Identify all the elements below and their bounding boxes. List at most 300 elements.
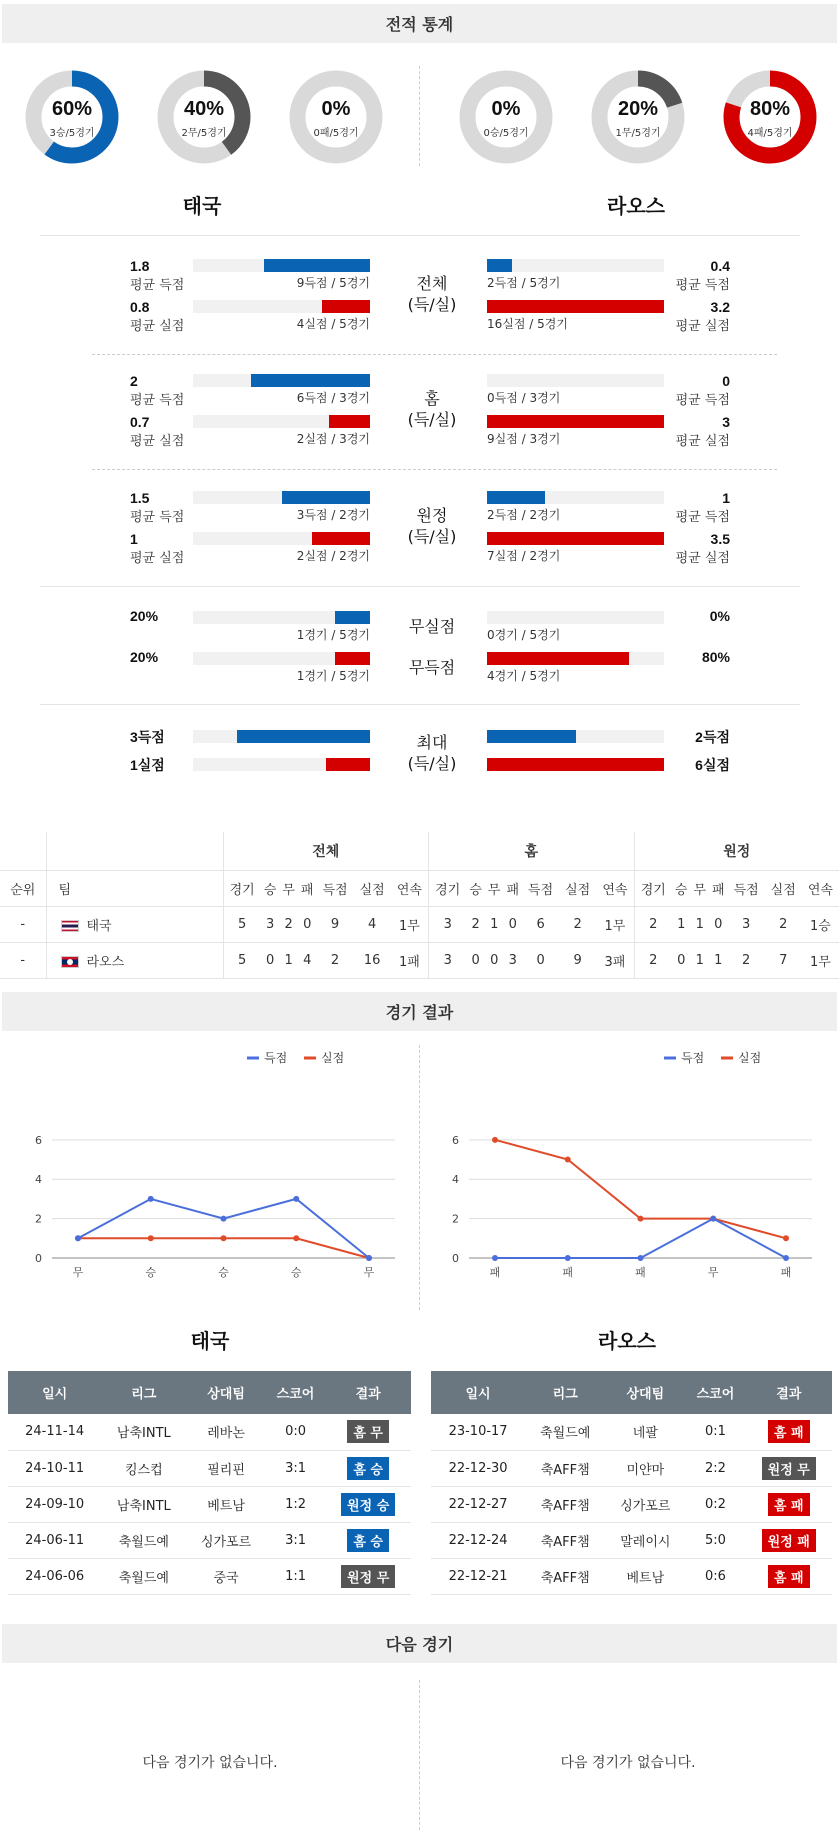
team-cell — [46, 906, 223, 942]
series-point-0 — [783, 1255, 789, 1261]
results-row — [8, 1522, 411, 1558]
stat-right-caption: 0득점 / 3경기 — [487, 391, 561, 405]
results-col-2: 상대팀 — [186, 1371, 265, 1414]
series-point-0 — [221, 1216, 227, 1222]
col-rank: 순위 — [0, 870, 46, 906]
donut-caption: 2무/5경기 — [181, 128, 227, 139]
stat-cell: 1무 — [596, 906, 634, 942]
series-point-0 — [366, 1255, 372, 1261]
series-point-1 — [565, 1157, 571, 1163]
team-name-right: 라오스 — [607, 194, 665, 218]
stat-cell: 2 — [559, 906, 596, 942]
results-col-3: 스코어 — [266, 1371, 326, 1414]
stat-right-caption: 9실점 / 3경기 — [487, 432, 561, 446]
max-right-bar — [487, 758, 664, 771]
stat-left-label: 평균 득점 — [130, 393, 185, 408]
stat-right-value: 0 — [722, 373, 730, 389]
stat-right-bar-fill — [487, 532, 664, 545]
clean-right-bar-fill — [487, 652, 629, 665]
stats-header: 전적 통계 — [2, 4, 837, 43]
col-6: 연속 — [391, 870, 429, 906]
stat-cell: 2 — [634, 942, 672, 978]
max-left-bar-fill — [326, 758, 370, 771]
stat-left-value: 0.7 — [130, 414, 150, 430]
stat-left-bar — [193, 374, 370, 387]
standings-row — [0, 906, 839, 942]
result-outcome — [325, 1558, 411, 1594]
stat-right-bar — [487, 300, 664, 313]
series-point-0 — [293, 1196, 299, 1202]
results-row — [431, 1558, 832, 1594]
results-table-right — [431, 1371, 832, 1595]
clean-right-value: 80% — [701, 649, 730, 665]
max-right-bar — [487, 730, 664, 743]
max-left-value: 1실점 — [130, 757, 165, 773]
result-date: 24-09-10 — [8, 1486, 101, 1522]
col-1: 승 — [466, 870, 485, 906]
stat-group-sub: (득/실) — [407, 410, 457, 429]
donut-caption: 4패/5경기 — [747, 128, 793, 139]
x-tick-label: 패 — [635, 1266, 646, 1279]
stat-cell: 1 — [690, 942, 709, 978]
stat-left-value: 1.5 — [130, 490, 150, 506]
donut-caption: 1무/5경기 — [615, 128, 661, 139]
stat-left-bar-fill — [312, 532, 370, 545]
stat-cell: 3 — [728, 906, 765, 942]
col-4: 득점 — [316, 870, 353, 906]
result-badge: 홈 승 — [347, 1529, 389, 1552]
y-tick-label: 2 — [452, 1212, 459, 1226]
stat-right-bar-fill — [487, 300, 664, 313]
stats-divider — [419, 66, 420, 166]
result-outcome — [746, 1450, 833, 1486]
stat-left-bar — [193, 415, 370, 428]
stat-right-value: 1 — [722, 490, 730, 506]
x-tick-label: 패 — [780, 1266, 792, 1279]
stat-cell: 9 — [316, 906, 353, 942]
stat-group-title: 원정 — [416, 506, 448, 525]
results-row — [8, 1414, 411, 1450]
standings-group-away: 원정 — [634, 832, 839, 870]
result-league: 축월드예 — [525, 1414, 605, 1450]
stat-cell: 1 — [485, 906, 504, 942]
stat-separator — [40, 704, 800, 705]
clean-left-caption: 1경기 / 5경기 — [296, 628, 370, 642]
max-right-bar-fill — [487, 730, 576, 743]
results-team-right: 라오스 — [598, 1329, 656, 1353]
clean-left-caption: 1경기 / 5경기 — [296, 669, 370, 683]
stat-separator — [92, 354, 777, 355]
stat-right-bar — [487, 532, 664, 545]
result-date: 22-12-30 — [431, 1450, 525, 1486]
result-badge: 홈 패 — [768, 1493, 810, 1516]
series-point-1 — [638, 1216, 644, 1222]
stat-cell: 3패 — [596, 942, 634, 978]
thailand-flag-icon — [61, 920, 79, 932]
result-badge: 홈 패 — [768, 1565, 810, 1588]
standings-group-all: 전체 — [223, 832, 429, 870]
result-badge: 원정 패 — [762, 1529, 816, 1552]
x-tick-label: 승 — [218, 1266, 229, 1279]
y-tick-label: 6 — [35, 1133, 42, 1147]
stat-cell: 3 — [429, 906, 467, 942]
stat-right-label: 평균 득점 — [675, 510, 730, 525]
rank-cell: - — [0, 906, 46, 942]
max-sub: (득/실) — [407, 754, 457, 773]
stat-cell: 1 — [690, 906, 709, 942]
result-outcome — [746, 1522, 833, 1558]
stat-left-label: 평균 실점 — [130, 319, 185, 334]
max-label — [392, 732, 472, 774]
result-date: 22-12-24 — [431, 1522, 525, 1558]
team-name[interactable]: 라오스 — [86, 954, 125, 970]
results-row — [8, 1558, 411, 1594]
stat-right-caption: 7실점 / 2경기 — [487, 549, 561, 563]
team-name[interactable]: 태국 — [86, 918, 112, 934]
clean-left-bar — [193, 611, 370, 624]
results-team-left: 태국 — [190, 1329, 230, 1353]
col-2: 무 — [279, 870, 298, 906]
results-col-0: 일시 — [8, 1371, 101, 1414]
series-point-1 — [492, 1137, 498, 1143]
stat-left-value: 1 — [130, 531, 138, 547]
stat-group-sub: (득/실) — [407, 527, 457, 546]
col-6: 연속 — [596, 870, 634, 906]
donut-percent: 40% — [183, 98, 225, 120]
col-5: 실점 — [765, 870, 802, 906]
result-league: 축AFF챔 — [525, 1522, 605, 1558]
x-tick-label: 패 — [562, 1266, 574, 1279]
stat-left-bar — [193, 491, 370, 504]
stat-right-value: 3 — [722, 414, 730, 430]
legend-label: 실점 — [738, 1051, 762, 1065]
stat-left-caption: 6득점 / 3경기 — [296, 391, 370, 405]
stat-cell: 1승 — [802, 906, 839, 942]
result-score: 1:1 — [266, 1558, 326, 1594]
col-5: 실점 — [559, 870, 596, 906]
series-point-0 — [565, 1255, 571, 1261]
results-header-row — [8, 1371, 411, 1414]
standings-row — [0, 942, 839, 978]
col-5: 실점 — [354, 870, 391, 906]
col-4: 득점 — [522, 870, 559, 906]
stat-right-value: 3.5 — [710, 531, 730, 547]
results-col-4: 결과 — [746, 1371, 833, 1414]
result-outcome — [746, 1486, 833, 1522]
col-1: 승 — [672, 870, 691, 906]
stat-cell: 1무 — [391, 906, 429, 942]
stat-left-caption: 2실점 / 3경기 — [296, 432, 370, 446]
result-date: 22-12-21 — [431, 1558, 525, 1594]
laos-flag-circle — [67, 959, 73, 965]
stat-cell: 3 — [261, 906, 280, 942]
stat-cell: 5 — [223, 942, 261, 978]
series-line-1 — [495, 1140, 786, 1238]
results-col-1: 리그 — [101, 1371, 186, 1414]
col-3: 패 — [503, 870, 522, 906]
donut-percent: 80% — [749, 98, 791, 120]
x-tick-label: 승 — [290, 1266, 302, 1279]
chart-left — [30, 1050, 410, 1310]
stat-left-label: 평균 득점 — [130, 278, 185, 293]
result-score: 0:6 — [685, 1558, 745, 1594]
result-date: 22-12-27 — [431, 1486, 525, 1522]
stat-right-value: 0.4 — [710, 258, 730, 274]
donut-caption: 3승/5경기 — [49, 128, 95, 139]
result-league: 축AFF챔 — [525, 1450, 605, 1486]
stat-left-value: 0.8 — [130, 299, 150, 315]
result-outcome — [325, 1414, 411, 1450]
stat-group-label — [392, 388, 472, 430]
y-tick-label: 2 — [35, 1212, 42, 1226]
result-opponent: 베트남 — [605, 1558, 685, 1594]
max-right-bar-fill — [487, 758, 664, 771]
result-date: 24-06-11 — [8, 1522, 101, 1558]
x-tick-label: 무 — [72, 1266, 84, 1279]
stat-group-label — [392, 273, 472, 315]
stat-right-bar — [487, 415, 664, 428]
stat-left-caption: 3득점 / 2경기 — [296, 508, 370, 522]
chart-right — [447, 1050, 827, 1310]
stat-left-bar — [193, 259, 370, 272]
standings-column-row — [0, 870, 839, 906]
max-left-bar-fill — [237, 730, 370, 743]
col-2: 무 — [485, 870, 504, 906]
results-row — [431, 1522, 832, 1558]
col-team: 팀 — [46, 870, 223, 906]
stat-cell: 16 — [354, 942, 391, 978]
result-score: 0:2 — [685, 1486, 745, 1522]
team-cell — [46, 942, 223, 978]
col-0: 경기 — [634, 870, 672, 906]
stat-right-label: 평균 실점 — [675, 551, 730, 566]
result-opponent: 말레이시 — [605, 1522, 685, 1558]
stat-right-label: 평균 득점 — [675, 278, 730, 293]
stat-left-bar-fill — [264, 259, 370, 272]
y-tick-label: 6 — [452, 1133, 459, 1147]
stat-right-bar — [487, 259, 664, 272]
stat-left-value: 1.8 — [130, 258, 150, 274]
stat-cell: 2 — [316, 942, 353, 978]
stat-cell: 3 — [503, 942, 522, 978]
stat-separator — [40, 235, 800, 236]
result-league: 축월드예 — [101, 1522, 186, 1558]
max-right-value: 6실점 — [695, 757, 730, 773]
stat-left-bar-fill — [322, 300, 370, 313]
donut-1 — [157, 70, 251, 164]
stat-right-bar-fill — [487, 491, 545, 504]
donut-5 — [723, 70, 817, 164]
result-badge: 홈 패 — [768, 1420, 810, 1443]
y-tick-label: 0 — [35, 1252, 42, 1265]
x-tick-label: 패 — [489, 1266, 501, 1279]
chart-legend — [247, 1050, 344, 1065]
results-row — [431, 1414, 832, 1450]
series-point-0 — [492, 1255, 498, 1261]
donut-caption: 0승/5경기 — [483, 128, 529, 139]
result-opponent: 필리핀 — [186, 1450, 265, 1486]
x-tick-label: 승 — [145, 1266, 157, 1279]
donut-4 — [591, 70, 685, 164]
result-opponent: 중국 — [186, 1558, 265, 1594]
result-date: 24-06-06 — [8, 1558, 101, 1594]
result-score: 3:1 — [266, 1522, 326, 1558]
result-outcome — [325, 1486, 411, 1522]
result-league: 축월드예 — [101, 1558, 186, 1594]
max-right-value: 2득점 — [695, 729, 730, 745]
series-point-0 — [75, 1235, 81, 1241]
col-3: 패 — [298, 870, 317, 906]
y-tick-label: 0 — [452, 1252, 459, 1265]
clean-label: 무실점 — [408, 617, 456, 636]
x-tick-label: 무 — [363, 1266, 375, 1279]
result-opponent: 베트남 — [186, 1486, 265, 1522]
stat-cell: 0 — [709, 906, 728, 942]
next-divider — [419, 1680, 420, 1830]
stat-cell: 2 — [728, 942, 765, 978]
result-outcome — [746, 1558, 833, 1594]
results-col-1: 리그 — [525, 1371, 605, 1414]
result-league: 킹스컵 — [101, 1450, 186, 1486]
results-row — [8, 1450, 411, 1486]
result-opponent: 싱가포르 — [186, 1522, 265, 1558]
max-title: 최대 — [416, 733, 448, 752]
legend-label: 득점 — [264, 1051, 288, 1065]
stat-left-bar-fill — [251, 374, 370, 387]
stat-right-value: 3.2 — [710, 299, 730, 315]
stat-right-caption: 16실점 / 5경기 — [487, 317, 568, 331]
result-score: 0:0 — [266, 1414, 326, 1450]
stat-right-label: 평균 득점 — [675, 393, 730, 408]
stat-left-bar-fill — [329, 415, 370, 428]
result-date: 23-10-17 — [431, 1414, 525, 1450]
stat-separator — [40, 586, 800, 587]
results-header: 경기 결과 — [2, 992, 837, 1031]
stat-cell: 0 — [298, 906, 317, 942]
donut-0 — [25, 70, 119, 164]
y-tick-label: 4 — [35, 1173, 42, 1187]
donut-3 — [459, 70, 553, 164]
next-empty-right: 다음 경기가 없습니다. — [560, 1755, 696, 1771]
donut-percent: 60% — [51, 98, 93, 120]
results-divider — [419, 1045, 420, 1310]
col-6: 연속 — [802, 870, 839, 906]
result-league: 남축INTL — [101, 1414, 186, 1450]
result-score: 0:1 — [685, 1414, 745, 1450]
standings-group-home: 홈 — [429, 832, 635, 870]
stat-left-bar-fill — [282, 491, 371, 504]
results-col-0: 일시 — [431, 1371, 525, 1414]
y-tick-label: 4 — [452, 1173, 459, 1187]
series-line-0 — [78, 1199, 369, 1258]
series-point-1 — [293, 1235, 299, 1241]
result-opponent: 레바논 — [186, 1414, 265, 1450]
legend-label: 실점 — [321, 1051, 345, 1065]
laos-flag-icon — [61, 956, 79, 968]
series-line-0 — [495, 1219, 786, 1258]
result-outcome — [746, 1414, 833, 1450]
stat-cell: 6 — [522, 906, 559, 942]
results-row — [431, 1486, 832, 1522]
clean-left-value: 20% — [130, 608, 159, 624]
stat-cell: 2 — [466, 906, 485, 942]
stat-cell: 1 — [709, 942, 728, 978]
series-point-1 — [783, 1235, 789, 1241]
stat-cell: 4 — [354, 906, 391, 942]
col-4: 득점 — [728, 870, 765, 906]
rank-cell: - — [0, 942, 46, 978]
clean-left-bar-fill — [335, 652, 370, 665]
series-point-1 — [221, 1235, 227, 1241]
results-row — [8, 1486, 411, 1522]
next-empty-left: 다음 경기가 없습니다. — [142, 1755, 278, 1771]
series-point-0 — [710, 1216, 716, 1222]
chart-legend — [664, 1050, 761, 1065]
series-point-0 — [638, 1255, 644, 1261]
stat-cell: 1패 — [391, 942, 429, 978]
stat-right-bar-fill — [487, 415, 664, 428]
result-badge: 원정 무 — [341, 1565, 395, 1588]
stat-left-caption: 4실점 / 5경기 — [296, 317, 370, 331]
max-left-value: 3득점 — [130, 729, 165, 745]
stat-right-bar — [487, 374, 664, 387]
stat-left-value: 2 — [130, 373, 138, 389]
stat-cell: 7 — [765, 942, 802, 978]
clean-right-bar — [487, 652, 664, 665]
standings-group-row — [0, 832, 839, 870]
result-opponent: 네팔 — [605, 1414, 685, 1450]
stat-cell: 2 — [634, 906, 672, 942]
results-row — [431, 1450, 832, 1486]
stat-left-label: 평균 실점 — [130, 434, 185, 449]
max-left-bar — [193, 758, 370, 771]
stat-left-caption: 2실점 / 2경기 — [296, 549, 370, 563]
stat-cell: 0 — [503, 906, 522, 942]
result-badge: 원정 무 — [762, 1457, 816, 1480]
stat-left-bar — [193, 532, 370, 545]
results-col-4: 결과 — [325, 1371, 411, 1414]
result-score: 5:0 — [685, 1522, 745, 1558]
col-0: 경기 — [429, 870, 467, 906]
result-score: 1:2 — [266, 1486, 326, 1522]
col-2: 무 — [690, 870, 709, 906]
donut-percent: 0% — [491, 98, 521, 120]
clean-left-bar — [193, 652, 370, 665]
next-header: 다음 경기 — [2, 1624, 837, 1663]
clean-right-bar — [487, 611, 664, 624]
stat-right-label: 평균 실점 — [675, 434, 730, 449]
stat-cell: 0 — [466, 942, 485, 978]
donut-percent: 20% — [617, 98, 659, 120]
stat-right-label: 평균 실점 — [675, 319, 730, 334]
team-name-left: 태국 — [182, 194, 222, 218]
stat-cell: 9 — [559, 942, 596, 978]
col-1: 승 — [261, 870, 280, 906]
stat-cell: 1 — [672, 906, 691, 942]
stat-cell: 2 — [279, 906, 298, 942]
stat-right-caption: 2득점 / 5경기 — [487, 276, 561, 290]
stat-cell: 3 — [429, 942, 467, 978]
col-3: 패 — [709, 870, 728, 906]
legend-label: 득점 — [681, 1051, 705, 1065]
results-col-3: 스코어 — [685, 1371, 745, 1414]
result-badge: 홈 무 — [347, 1420, 389, 1443]
clean-right-caption: 4경기 / 5경기 — [487, 669, 561, 683]
stat-cell: 0 — [522, 942, 559, 978]
stat-cell: 1무 — [802, 942, 839, 978]
result-outcome — [325, 1450, 411, 1486]
stat-left-label: 평균 실점 — [130, 551, 185, 566]
